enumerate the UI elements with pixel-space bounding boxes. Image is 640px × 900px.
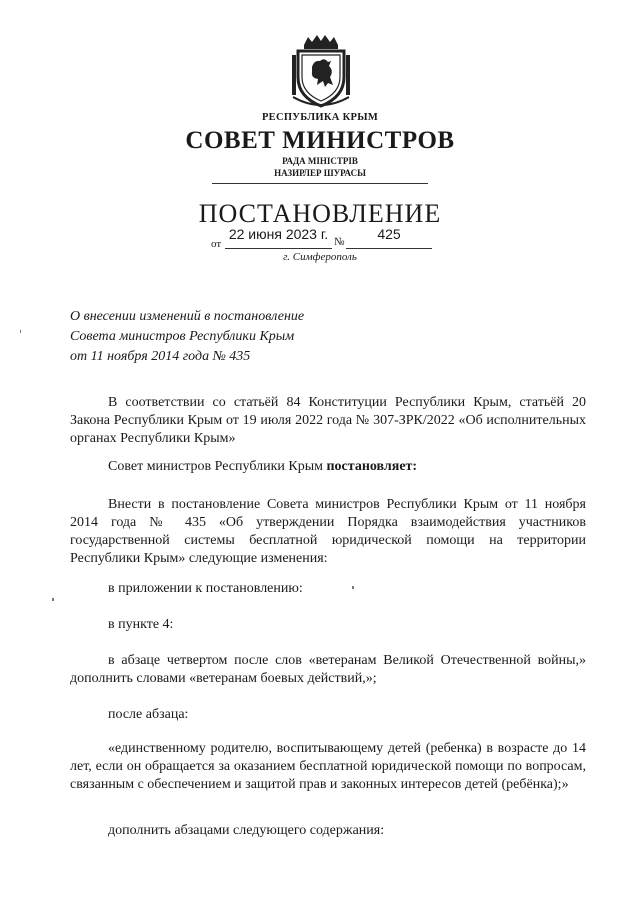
council-name: СОВЕТ МИНИСТРОВ [185,127,455,154]
crimea-coat-of-arms-icon [290,33,352,109]
quoted-paragraph: «единственному родителю, воспитывающему детей (ребенка) в возрасте до 14 лет, если он обращается за оказанием бесплатной юридической помощи по вопросам, связанным с обеспечением и защитой прав и законных интересов детей (ребёнка);» [70,741,586,792]
republic-name: РЕСПУБЛИКА КРЫМ [261,112,379,123]
body-paragraph: в пункте 4: [108,617,174,632]
scan-speck [352,586,354,589]
city-name: г. Симферополь [283,251,357,263]
date-underline [225,248,332,249]
body-paragraph: в абзаце четвертом после слов «ветеранам Великой Отечественной войны,» дополнить словами «ветеранам боевых действий,»; [70,653,586,686]
scan-speck [52,598,54,601]
number-label: № [334,236,345,248]
subject-line: О внесении изменений в постановление [70,309,305,324]
scan-speck [20,330,21,333]
resolves-lead-text: Совет министров Республики Крым [108,459,327,474]
document-date: 22 июня 2023 г. [228,226,329,242]
document-number: 425 [377,226,401,242]
resolves-keyword: постановляет: [326,459,418,474]
document-type-title: ПОСТАНОВЛЕНИЕ [198,199,442,228]
header-divider [212,183,428,184]
number-underline [346,248,432,249]
body-paragraph: после абзаца: [108,707,189,722]
preamble-paragraph: В соответствии со статьёй 84 Конституции Республики Крым, статьёй 20 Закона Республики Крым от 19 июля 2022 года № 307-ЗРК/2022 «Об исполнительных органах Республики Крым» [70,395,586,446]
council-name-ukrainian: РАДА МІНІСТРІВ [282,156,358,166]
council-name-crimean-tatar: НАЗИРЛЕР ШУРАСЫ [274,168,366,178]
subject-line: Совета министров Республики Крым [70,329,295,344]
date-from-label: от [211,238,222,250]
document-subject [70,307,304,367]
subject-line: от 11 ноября 2014 года № 435 [70,349,251,364]
resolves-paragraph [70,458,586,476]
body-paragraph: дополнить абзацами следующего содержания: [108,823,385,838]
amendment-paragraph: Внести в постановление Совета министров Республики Крым от 11 ноября 2014 года № 435 «Об утверждении Порядка взаимодействия участников государственной системы бесплатной юридической помощи на территории Республики Крым» следующие изменения: [70,497,586,566]
body-paragraph: в приложении к постановлению: [108,581,303,596]
